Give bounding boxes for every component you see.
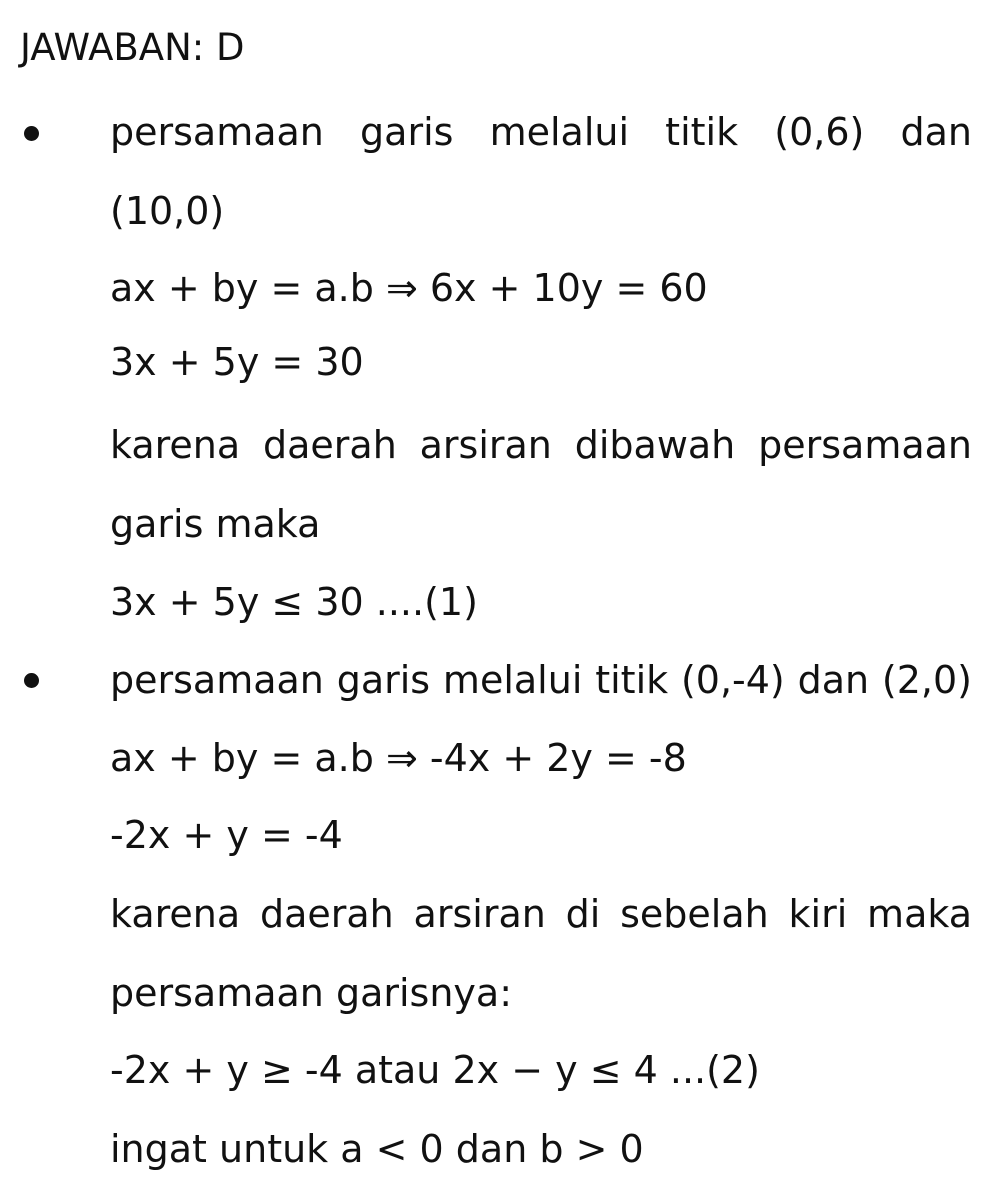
- section2-line7: ingat untuk a < 0 dan b > 0: [110, 1127, 644, 1171]
- bullet-point-1: [24, 126, 39, 141]
- section2-line3: -2x + y = -4: [110, 813, 343, 857]
- section1-line5: karena daerah arsiran dibawah persamaan: [110, 423, 972, 467]
- section2-line4: karena daerah arsiran di sebelah kiri maka: [110, 892, 972, 936]
- section2-line1: persamaan garis melalui titik (0,-4) dan (2,0): [110, 658, 972, 702]
- section1-line2: (10,0): [110, 189, 225, 233]
- section2-line2: ax + by = a.b ⇒ -4x + 2y = -8: [110, 736, 687, 780]
- section1-line7: 3x + 5y ≤ 30 ....(1): [110, 580, 478, 624]
- section1-line1: persamaan garis melalui titik (0,6) dan: [110, 110, 972, 154]
- section2-line6: -2x + y ≥ -4 atau 2x − y ≤ 4 ...(2): [110, 1048, 760, 1092]
- section1-line6: garis maka: [110, 502, 321, 546]
- section1-line3: ax + by = a.b ⇒ 6x + 10y = 60: [110, 266, 708, 310]
- bullet-point-2: [24, 673, 39, 688]
- section1-line4: 3x + 5y = 30: [110, 340, 364, 384]
- section2-line5: persamaan garisnya:: [110, 971, 513, 1015]
- answer-heading: JAWABAN: D: [20, 26, 245, 69]
